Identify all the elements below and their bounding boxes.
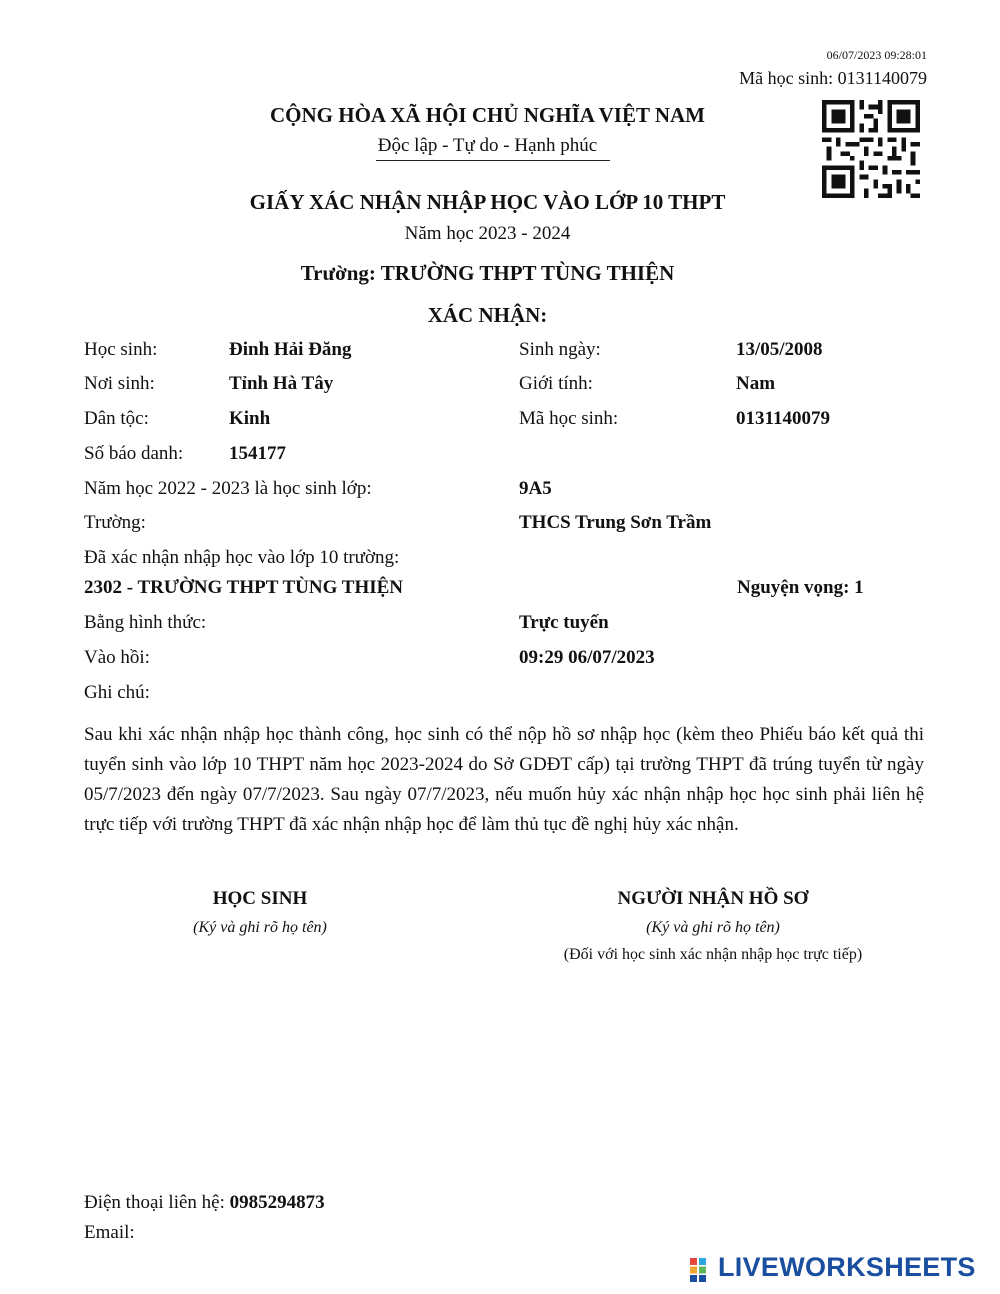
confirm-heading: XÁC NHẬN: xyxy=(427,303,548,327)
print-timestamp: 06/07/2023 09:28:01 xyxy=(826,48,927,62)
name-label: Học sinh: xyxy=(84,339,158,360)
nation-heading: CỘNG HÒA XÃ HỘI CHỦ NGHĨA VIỆT NAM xyxy=(269,103,706,127)
phone-number: 0985294873 xyxy=(229,1192,325,1213)
dob-label: Sinh ngày: xyxy=(519,339,601,360)
gender: Nam xyxy=(736,373,776,394)
date-of-birth: 13/05/2008 xyxy=(736,339,823,360)
exam-number: 154177 xyxy=(229,443,286,464)
confirmation-time: 09:29 06/07/2023 xyxy=(519,647,655,668)
student-code: 0131140079 xyxy=(736,408,830,429)
wish-number: Nguyện vọng: 1 xyxy=(737,577,864,598)
national-motto: Độc lập - Tự do - Hạnh phúc xyxy=(377,135,598,156)
liveworksheets-icon xyxy=(690,1258,716,1282)
note-label: Ghi chú: xyxy=(84,682,150,703)
birthplace: Tỉnh Hà Tây xyxy=(229,373,334,394)
instructions-paragraph: Sau khi xác nhận nhập học thành công, học sinh có thể nộp hồ sơ nhập học (kèm theo Phiếu báo kết quả thi tuyển sinh vào lớp 10 THPT năm học 2023-2024 do Sở GDĐT cấp) tại trường THPT đã trúng tuyển từ ngày 05/7/2023 đến ngày 07/7/2023. Sau ngày 07/7/2023, nếu muốn hủy xác nhận nhập học học sinh phải liên hệ trực tiếp với trường THPT đã xác nhận nhập học để làm thủ tục đề nghị hủy xác nhận. xyxy=(84,724,924,835)
exam-number-label: Số báo danh: xyxy=(84,443,184,464)
ethnicity-label: Dân tộc: xyxy=(84,408,149,429)
time-label: Vào hồi: xyxy=(84,647,150,668)
student-code-label: Mã học sinh: xyxy=(519,408,619,429)
receiver-signature-condition: (Đối với học sinh xác nhận nhập học trực tiếp) xyxy=(563,946,863,963)
admission-method: Trực tuyến xyxy=(519,612,609,633)
phone-label: Điện thoại liên hệ: xyxy=(84,1192,230,1213)
gender-label: Giới tính: xyxy=(519,373,593,394)
school-heading: Trường: TRƯỜNG THPT TÙNG THIỆN xyxy=(300,261,675,285)
receiver-signature-title: NGƯỜI NHẬN HỒ SƠ xyxy=(617,888,809,909)
previous-school: THCS Trung Sơn Trầm xyxy=(519,512,712,533)
student-name: Đinh Hải Đăng xyxy=(229,339,352,360)
receiver-signature-note: (Ký và ghi rõ họ tên) xyxy=(646,919,780,936)
document-title: GIẤY XÁC NHẬN NHẬP HỌC VÀO LỚP 10 THPT xyxy=(249,190,726,214)
class-value: 9A5 xyxy=(519,478,552,499)
student-code-header: Mã học sinh: 0131140079 xyxy=(739,68,927,88)
school-year: Năm học 2023 - 2024 xyxy=(404,223,571,244)
admitted-label: Đã xác nhận nhập học vào lớp 10 trường: xyxy=(84,547,400,568)
class-label: Năm học 2022 - 2023 là học sinh lớp: xyxy=(84,478,372,499)
student-signature-note: (Ký và ghi rõ họ tên) xyxy=(193,919,327,936)
method-label: Bằng hình thức: xyxy=(84,612,207,633)
admitted-school: 2302 - TRƯỜNG THPT TÙNG THIỆN xyxy=(84,577,404,598)
liveworksheets-text: LIVEWORKSHEETS xyxy=(718,1252,976,1282)
ethnicity: Kinh xyxy=(229,408,271,429)
previous-school-label: Trường: xyxy=(84,512,146,533)
birthplace-label: Nơi sinh: xyxy=(84,373,155,394)
motto-underline xyxy=(376,160,610,161)
phone-line xyxy=(84,1192,325,1214)
student-signature-title: HỌC SINH xyxy=(212,888,308,909)
email-label: Email: xyxy=(84,1222,135,1243)
